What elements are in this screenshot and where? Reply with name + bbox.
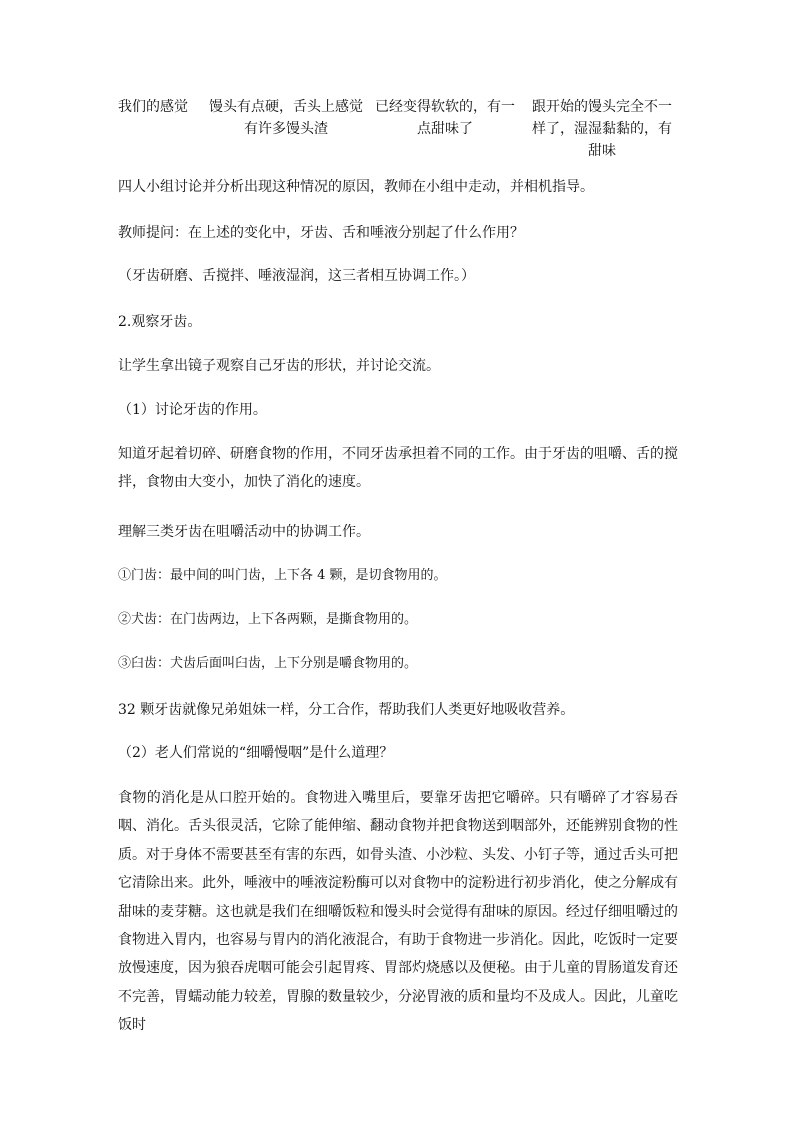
list-item-canines: ②犬齿：在门齿两边，上下各两颗，是撕食物用的。: [118, 612, 418, 627]
section-heading-observe-teeth: 2.观察牙齿。: [118, 314, 202, 330]
paragraph-mirror-activity: 让学生拿出镜子观察自己牙齿的形状，并讨论交流。: [118, 358, 440, 374]
table-cell-stage-1: 馒头有点硬，舌头上感觉有许多馒头渣: [209, 99, 363, 137]
table-cell-stage-2: 已经变得软软的，有一点甜味了: [375, 99, 515, 137]
subheading-chew-slowly: （2）老人们常说的“细嚼慢咽”是什么道理？: [118, 745, 394, 761]
paragraph-32-teeth: 32 颗牙齿就像兄弟姐妹一样，分工合作，帮助我们人类更好地吸收营养。: [118, 702, 575, 718]
table-row-label: 我们的感觉: [118, 99, 188, 115]
paragraph-answer: （牙齿研磨、舌搅拌、唾液湿润，这三者相互协调工作。）: [118, 268, 475, 284]
paragraph-group-discussion: 四人小组讨论并分析出现这种情况的原因，教师在小组中走动，并相机指导。: [118, 179, 594, 195]
observation-table-row: [118, 96, 688, 160]
subheading-teeth-function: （1）讨论牙齿的作用。: [118, 402, 267, 418]
list-item-incisors: ①门齿：最中间的叫门齿，上下各 4 颗，是切食物用的。: [118, 568, 447, 583]
paragraph-teeth-function: 知道牙起着切碎、研磨食物的作用，不同牙齿承担着不同的工作。由于牙齿的咀嚼、舌的搅拌，食物由大变小，加快了消化的速度。: [118, 446, 678, 491]
table-cell-stage-3: 跟开始的馒头完全不一样了，湿湿黏黏的，有甜味: [532, 99, 672, 159]
paragraph-three-teeth-types: 理解三类牙齿在咀嚼活动中的协调工作。: [118, 524, 370, 540]
paragraph-teacher-question: 教师提问：在上述的变化中，牙齿、舌和唾液分别起了什么作用？: [118, 225, 524, 241]
paragraph-digestion-explanation: 食物的消化是从口腔开始的。食物进入嘴里后，要靠牙齿把它嚼碎。只有嚼碎了才容易吞咽、消化。舌头很灵活，它除了能伸缩、翻动食物并把食物送到咽部外，还能辨别食物的性质。对于身体不需要甚至有害的东西，如骨头渣、小沙粒、头发、小钉子等，通过舌头可把它清除出来。此外，唾液中的唾液淀粉酶可以对食物中的淀粉进行初步消化，使之分解成有甜味的麦芽糖。这也就是我们在细嚼饭粒和馒头时会觉得有甜味的原因。经过仔细咀嚼过的食物进入胃内，也容易与胃内的消化液混合，有助于食物进一步消化。因此，吃饭时一定要放慢速度，因为狼吞虎咽可能会引起胃疼、胃部灼烧感以及便秘。由于儿童的胃肠道发育还不完善，胃蠕动能力较差，胃腺的数量较少，分泌胃液的质和量均不及成人。因此，儿童吃饭时: [118, 790, 678, 1034]
list-item-molars: ③臼齿：犬齿后面叫臼齿，上下分别是嚼食物用的。: [118, 656, 418, 671]
